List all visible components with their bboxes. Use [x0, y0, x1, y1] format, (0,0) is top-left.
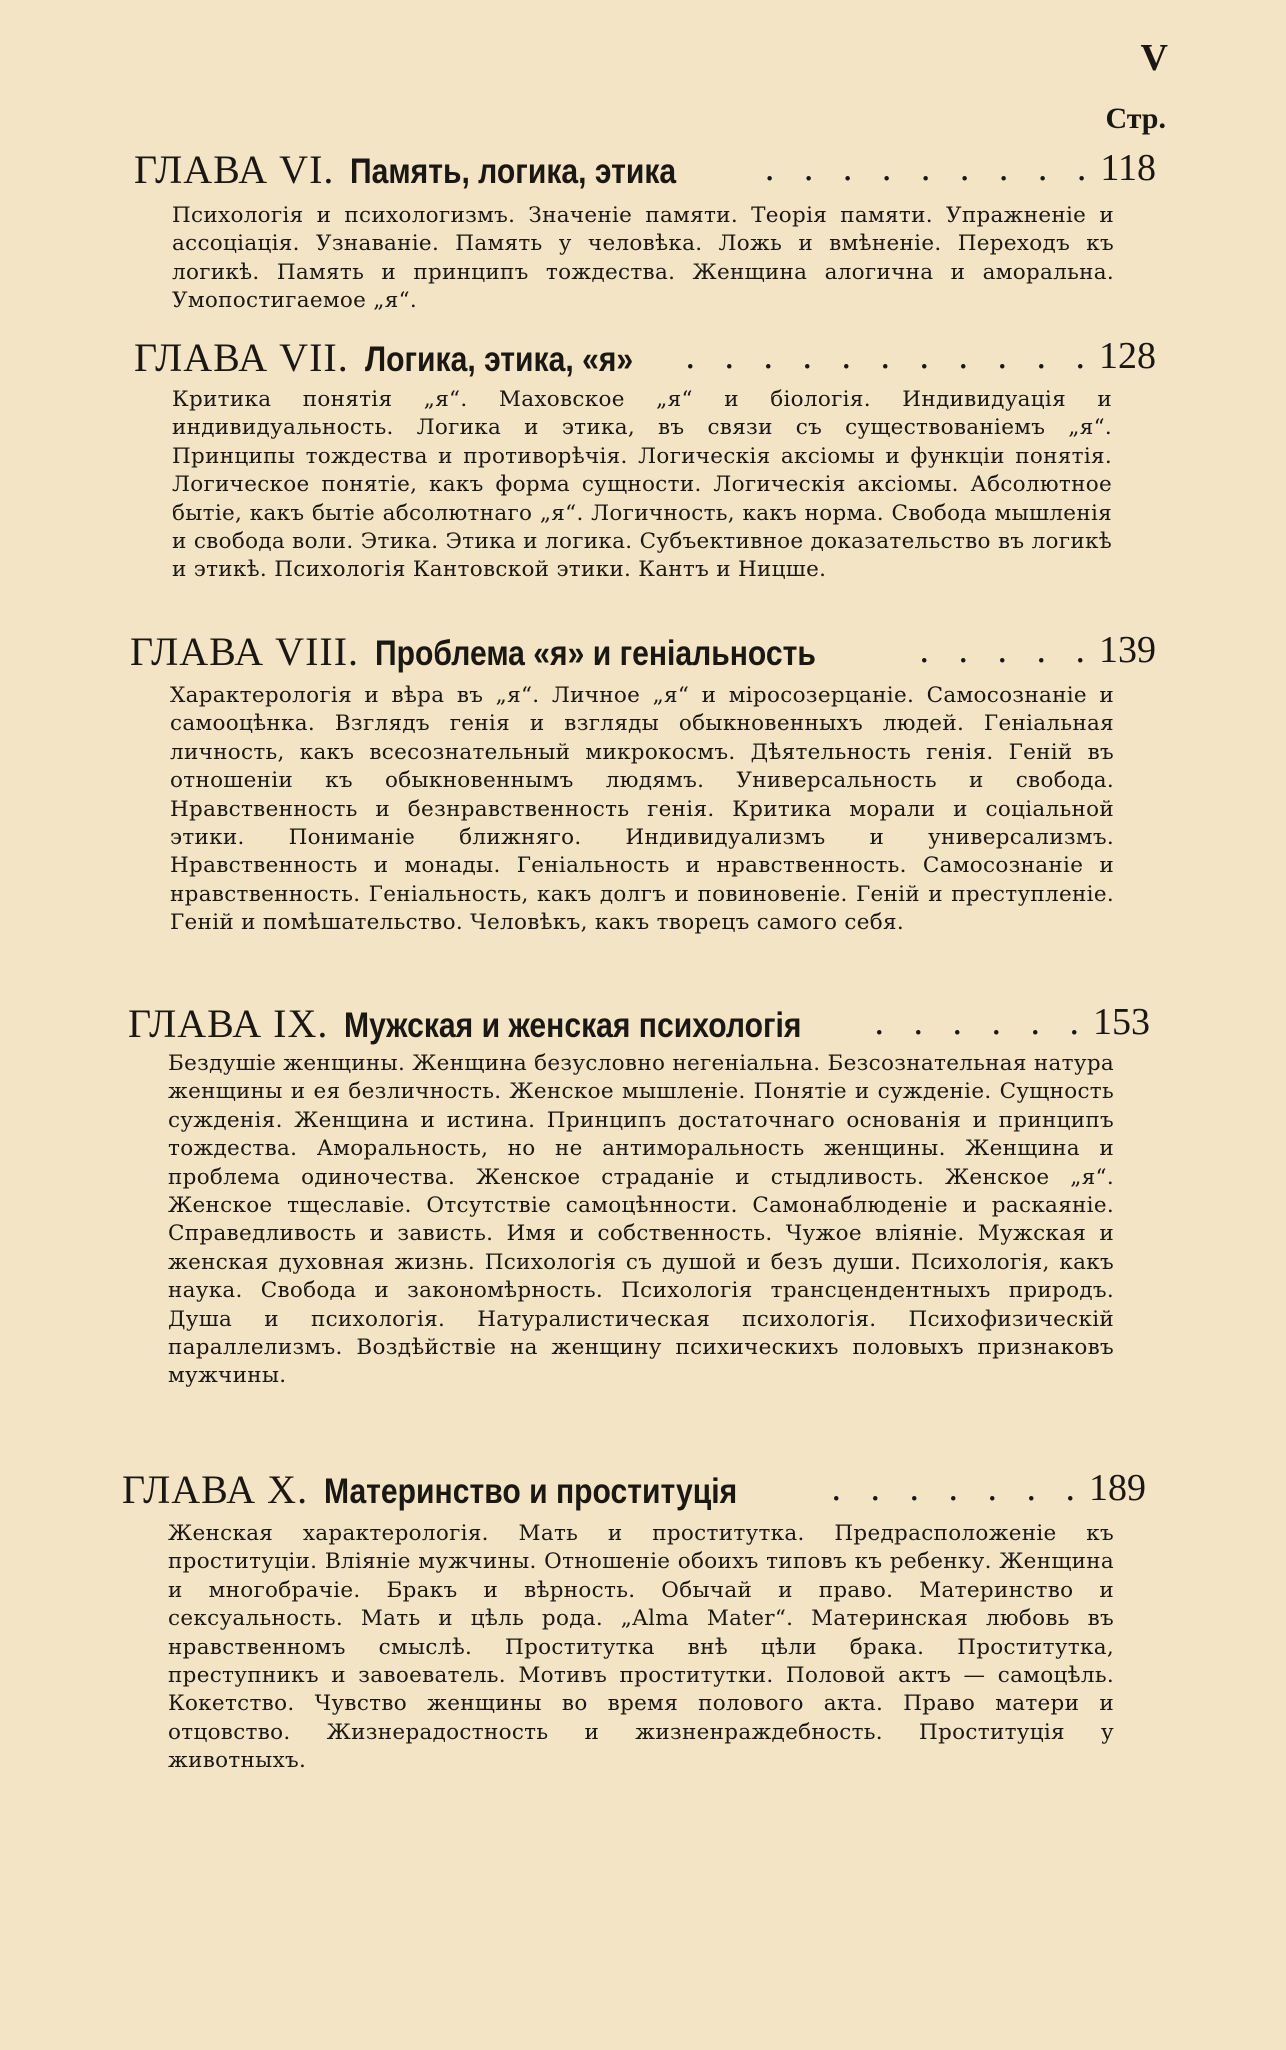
chapter-leader: [920, 628, 1157, 680]
chapter-page-number: 118: [1100, 147, 1156, 189]
chapter-title: Проблема «я» и геніальность: [375, 634, 816, 673]
chapter-summary: Психологія и психологизмъ. Значеніе памяти. Теорія памяти. Упражненіе и ассоціація. Узнаваніе. Память у человѣка. Ложь и вмѣненіе. Переходъ къ логикѣ. Память и принципъ тождества. Женщина алогична и аморальна. Умопостигаемое „я“.: [172, 203, 1114, 314]
chapter-leader: [832, 1466, 1147, 1518]
chapter-page-number: 128: [1099, 335, 1156, 377]
chapter-page-number: 153: [1093, 1001, 1150, 1043]
chapter-label: ГЛАВА VIII.: [130, 629, 360, 674]
leader-dots: . . . . . . . . . . .: [685, 335, 1095, 377]
chapter-label: ГЛАВА VII.: [134, 335, 349, 380]
chapter-summary: Критика понятія „я“. Маховское „я“ и біологія. Индивидуація и индивидуальность. Логика и этика, въ связи съ существованіемъ „я“. Принципы тождества и противорѣчія. Логическія аксіомы и функціи понятія. Логическое понятіе, какъ форма сущности. Логическія аксіомы. Абсолютное бытіе, какъ бытіе абсолютнаго „я“. Логичность, какъ норма. Свобода мышленія и свобода воли. Этика. Этика и логика. Субъективное доказательство въ логикѣ и этикѣ. Психологія Кантовской этики. Кантъ и Ницше.: [172, 387, 1112, 583]
chapter-page-number: 189: [1089, 1467, 1146, 1509]
chapter-title: Логика, этика, «я»: [364, 340, 633, 379]
chapter-heading: [128, 1000, 876, 1052]
chapter-label: ГЛАВА X.: [122, 1467, 309, 1512]
chapter-label: ГЛАВА IX.: [128, 1001, 329, 1046]
leader-dots: . . . . .: [919, 629, 1095, 671]
leader-dots: . . . . . .: [874, 1001, 1089, 1043]
chapter-heading: [122, 1466, 804, 1518]
chapter-summary: Бездушіе женщины. Женщина безусловно негеніальна. Безсознательная натура женщины и ея безличность. Женское мышленіе. Понятіе и сужденіе. Сущность сужденія. Женщина и истина. Принципъ достаточнаго основанія и принципъ тождества. Аморальность, но не антиморальность женщины. Женщина и проблема одиночества. Женское страданіе и стыдливость. Женское „я“. Женское тщеславіе. Отсутствіе самоцѣнности. Самонаблюденіе и раскаяніе. Справедливость и зависть. Имя и собственность. Чужое вліяніе. Мужская и женская духовная жизнь. Психологія съ душой и безъ души. Психологія, какъ наука. Свобода и закономѣрность. Психологія трансцендентныхъ природъ. Душа и психологія. Натуралистическая психологія. Психофизическій параллелизмъ. Воздѣйствіе на женщину психическихъ половыхъ признаковъ мужчины.: [168, 1051, 1114, 1389]
leader-dots: . . . . . . . . .: [764, 147, 1097, 189]
chapter-leader: [875, 1000, 1151, 1052]
page-column-label: Стр.: [1105, 102, 1166, 135]
chapter-title: Память, логика, этика: [350, 152, 677, 191]
chapter-summary: Характерологія и вѣра въ „я“. Личное „я“ и міросозерцаніе. Самосознаніе и самооцѣнка. Взглядъ генія и взгляды обыкновенныхъ людей. Геніальная личность, какъ всесознательный микрокосмъ. Дѣятельность генія. Геній въ отношеніи къ обыкновеннымъ людямъ. Универсальность и свобода. Нравственность и безнравственность генія. Критика морали и соціальной этики. Пониманіе ближняго. Индивидуализмъ и универсализмъ. Нравственность и монады. Геніальность и нравственность. Самосознаніе и нравственность. Геніальность, какъ долгъ и повиновеніе. Геній и преступленіе. Геній и помѣшательство. Человѣкъ, какъ творецъ самого себя.: [170, 683, 1114, 936]
chapter-heading: [134, 334, 677, 386]
chapter-title: Мужская и женская психологія: [344, 1006, 802, 1045]
page-number: V: [1140, 37, 1168, 79]
chapter-label: ГЛАВА VI.: [134, 147, 335, 192]
leader-dots: . . . . . . .: [831, 1467, 1085, 1509]
chapter-leader: [686, 334, 1157, 386]
chapter-page-number: 139: [1099, 629, 1156, 671]
chapter-summary: Женская характерологія. Мать и проститутка. Предрасположеніе къ проституціи. Вліяніе мужчины. Отношеніе обоихъ типовъ къ ребенку. Женщина и многобрачіе. Бракъ и вѣрность. Обычай и право. Материнство и сексуальность. Мать и цѣль рода. „Alma Mater“. Материнская любовь въ нравственномъ смыслѣ. Проститутка внѣ цѣли брака. Проститутка, преступникъ и завоеватель. Мотивъ проститутки. Половой актъ — самоцѣль. Кокетство. Чувство женщины во время полового акта. Право матери и отцовство. Жизнерадостность и жизненраждебность. Проституція у животныхъ.: [168, 1521, 1114, 1774]
chapter-heading: [130, 628, 888, 680]
chapter-title: Материнство и проституція: [324, 1472, 738, 1511]
chapter-heading: [134, 146, 730, 198]
chapter-leader: [765, 146, 1156, 198]
